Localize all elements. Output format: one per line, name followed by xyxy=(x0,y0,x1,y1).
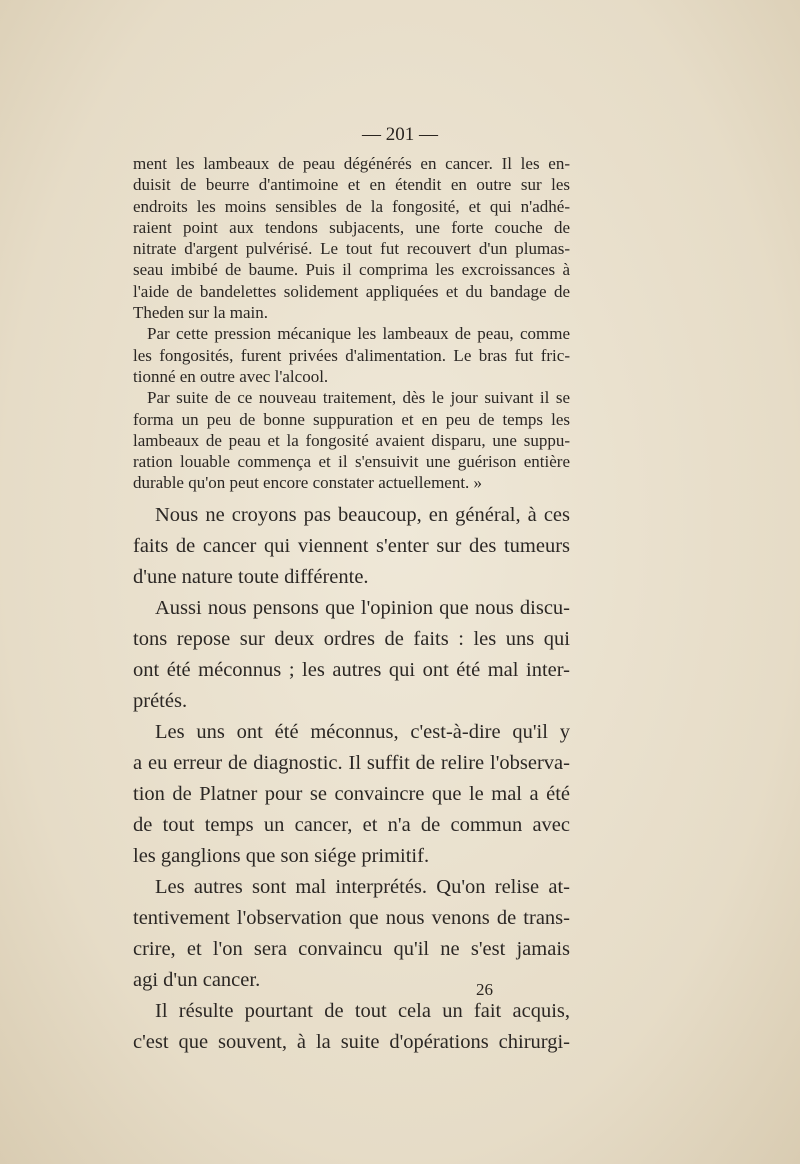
text-line: Nous ne croyons pas beaucoup, en général, à ces xyxy=(155,504,570,526)
text-line: les fongosités, furent privées d'alimentation. Le bras fut fric- xyxy=(133,345,570,365)
text-line: c'est que souvent, à la suite d'opérations chirurgi- xyxy=(133,1031,570,1053)
text-line: endroits les moins sensibles de la fongosité, et qui n'adhé- xyxy=(133,196,570,216)
text-line: Par cette pression mécanique les lambeaux de peau, comme xyxy=(147,324,570,344)
text-line: tons repose sur deux ordres de faits : les uns qui xyxy=(133,628,570,650)
text-line: de tout temps un cancer, et n'a de commun avec xyxy=(133,814,570,836)
text-line: durable qu'on peut encore constater actuellement. » xyxy=(133,473,483,493)
text-line: l'aide de bandelettes solidement appliquées et du bandage de xyxy=(133,281,570,301)
quoted-observation xyxy=(133,153,570,494)
text-line: ration louable commença et il s'ensuivit une guérison entière xyxy=(133,452,570,472)
text-line: Il résulte pourtant de tout cela un fait acquis, xyxy=(155,1000,570,1022)
text-line: les ganglions que son siége primitif. xyxy=(133,845,430,867)
text-line: lambeaux de peau et la fongosité avaient disparu, une suppu- xyxy=(133,430,570,450)
text-line: tion de Platner pour se convaincre que le mal a été xyxy=(133,783,570,805)
text-line: ont été méconnus ; les autres qui ont été mal inter- xyxy=(133,659,570,681)
main-text xyxy=(133,500,570,1058)
text-line: agi d'un cancer. xyxy=(133,969,261,991)
text-line: duisit de beurre d'antimoine et en étendit en outre sur les xyxy=(133,175,570,195)
text-line: raient point aux tendons subjacents, une forte couche de xyxy=(133,217,570,237)
text-line: tentivement l'observation que nous venons de trans- xyxy=(133,907,570,929)
text-line: nitrate d'argent pulvérisé. Le tout fut recouvert d'un plumas- xyxy=(133,239,570,259)
text-line: ment les lambeaux de peau dégénérés en cancer. Il les en- xyxy=(133,154,570,173)
text-line: Les uns ont été méconnus, c'est-à-dire qu'il y xyxy=(155,721,570,743)
text-line: Par suite de ce nouveau traitement, dès le jour suivant il se xyxy=(147,388,570,408)
text-line: Aussi nous pensons que l'opinion que nous discu- xyxy=(155,597,570,619)
text-line: Theden sur la main. xyxy=(133,303,269,323)
text-line: faits de cancer qui viennent s'enter sur des tumeurs xyxy=(133,535,570,557)
text-line: tionné en outre avec l'alcool. xyxy=(133,366,329,386)
text-line: seau imbibé de baume. Puis il comprima les excroissances à xyxy=(133,260,570,280)
page-number-header: — 201 — xyxy=(362,124,438,145)
text-line: Les autres sont mal interprétés. Qu'on relise at- xyxy=(155,876,570,898)
text-line: prétés. xyxy=(133,690,188,712)
signature-mark: 26 xyxy=(476,980,493,999)
text-line: forma un peu de bonne suppuration et en peu de temps les xyxy=(133,409,570,429)
text-line: crire, et l'on sera convaincu qu'il ne s'est jamais xyxy=(133,938,570,960)
text-line: a eu erreur de diagnostic. Il suffit de relire l'observa- xyxy=(133,752,570,774)
text-line: d'une nature toute différente. xyxy=(133,566,369,588)
